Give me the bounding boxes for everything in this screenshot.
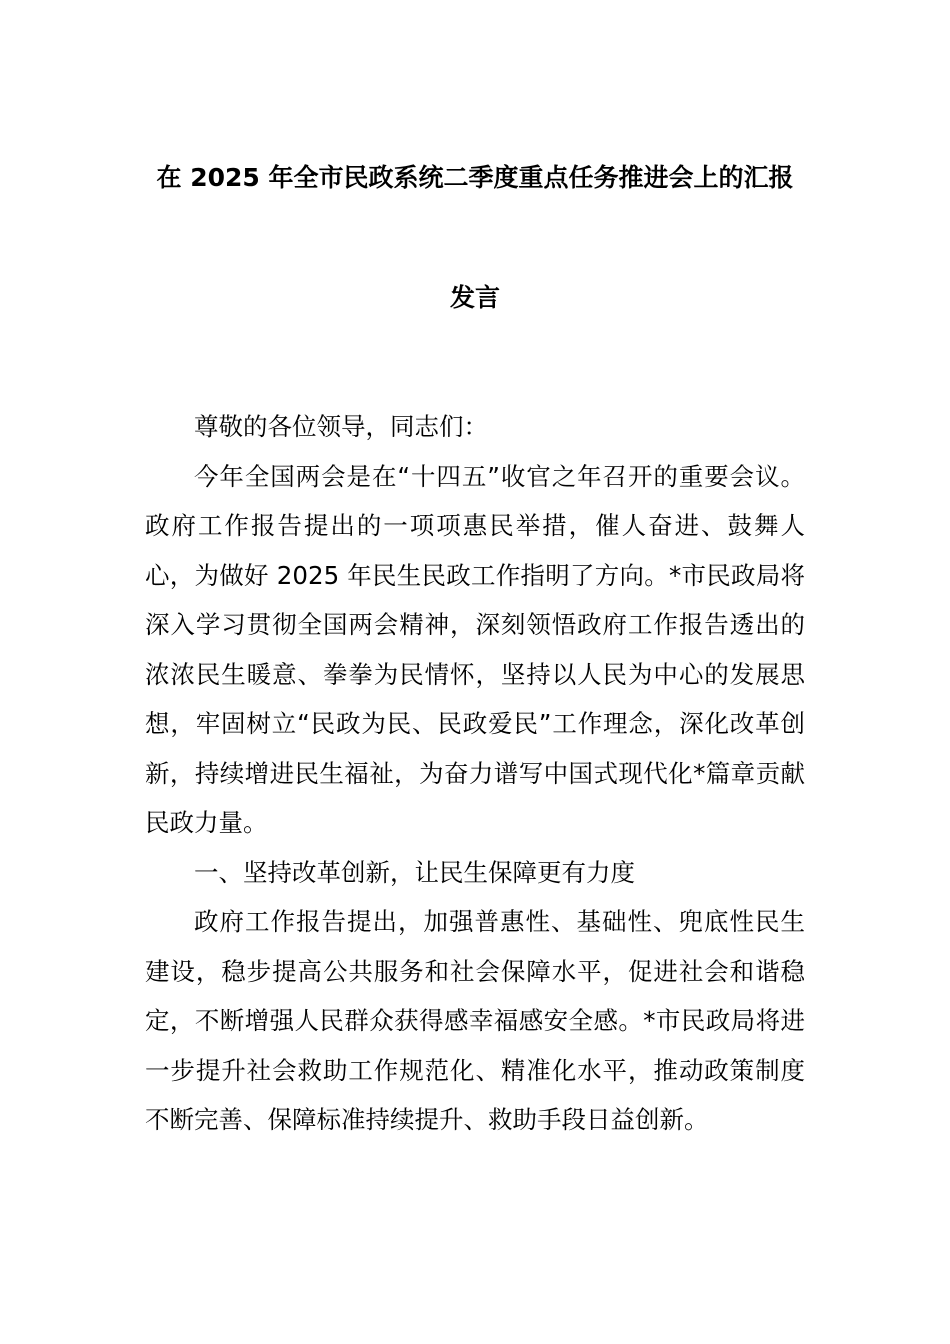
paragraph: 政府工作报告提出，加强普惠性、基础性、兜底性民生建设，稳步提高公共服务和社会保障水平，促进社会和谐稳定，不断增强人民群众获得感幸福感安全感。*市民政局将进一步提升社会救助工作规范化、精准化水平，推动政策制度不断完善、保障标准持续提升、救助手段日益创新。	[145, 907, 805, 1134]
document-body	[145, 402, 805, 1145]
document-title-line-2: 发言	[449, 283, 500, 312]
document-title-line-1: 在 2025 年全市民政系统二季度重点任务推进会上的汇报	[156, 163, 794, 192]
salutation: 尊敬的各位领导，同志们：	[194, 412, 488, 441]
section-heading: 一、坚持改革创新，让民生保障更有力度	[194, 857, 635, 887]
paragraph: 今年全国两会是在“十四五”收官之年召开的重要会议。政府工作报告提出的一项项惠民举措，催人奋进、鼓舞人心，为做好 2025 年民生民政工作指明了方向。*市民政局将深入学习贯彻全国两会精神，深刻领悟政府工作报告透出的浓浓民生暖意、拳拳为民情怀，坚持以人民为中心的发展思想，牢固树立“民政为民、民政爱民”工作理念，深化改革创新，持续增进民生福祉，为奋力谱写中国式现代化*篇章贡献民政力量。	[145, 461, 805, 837]
